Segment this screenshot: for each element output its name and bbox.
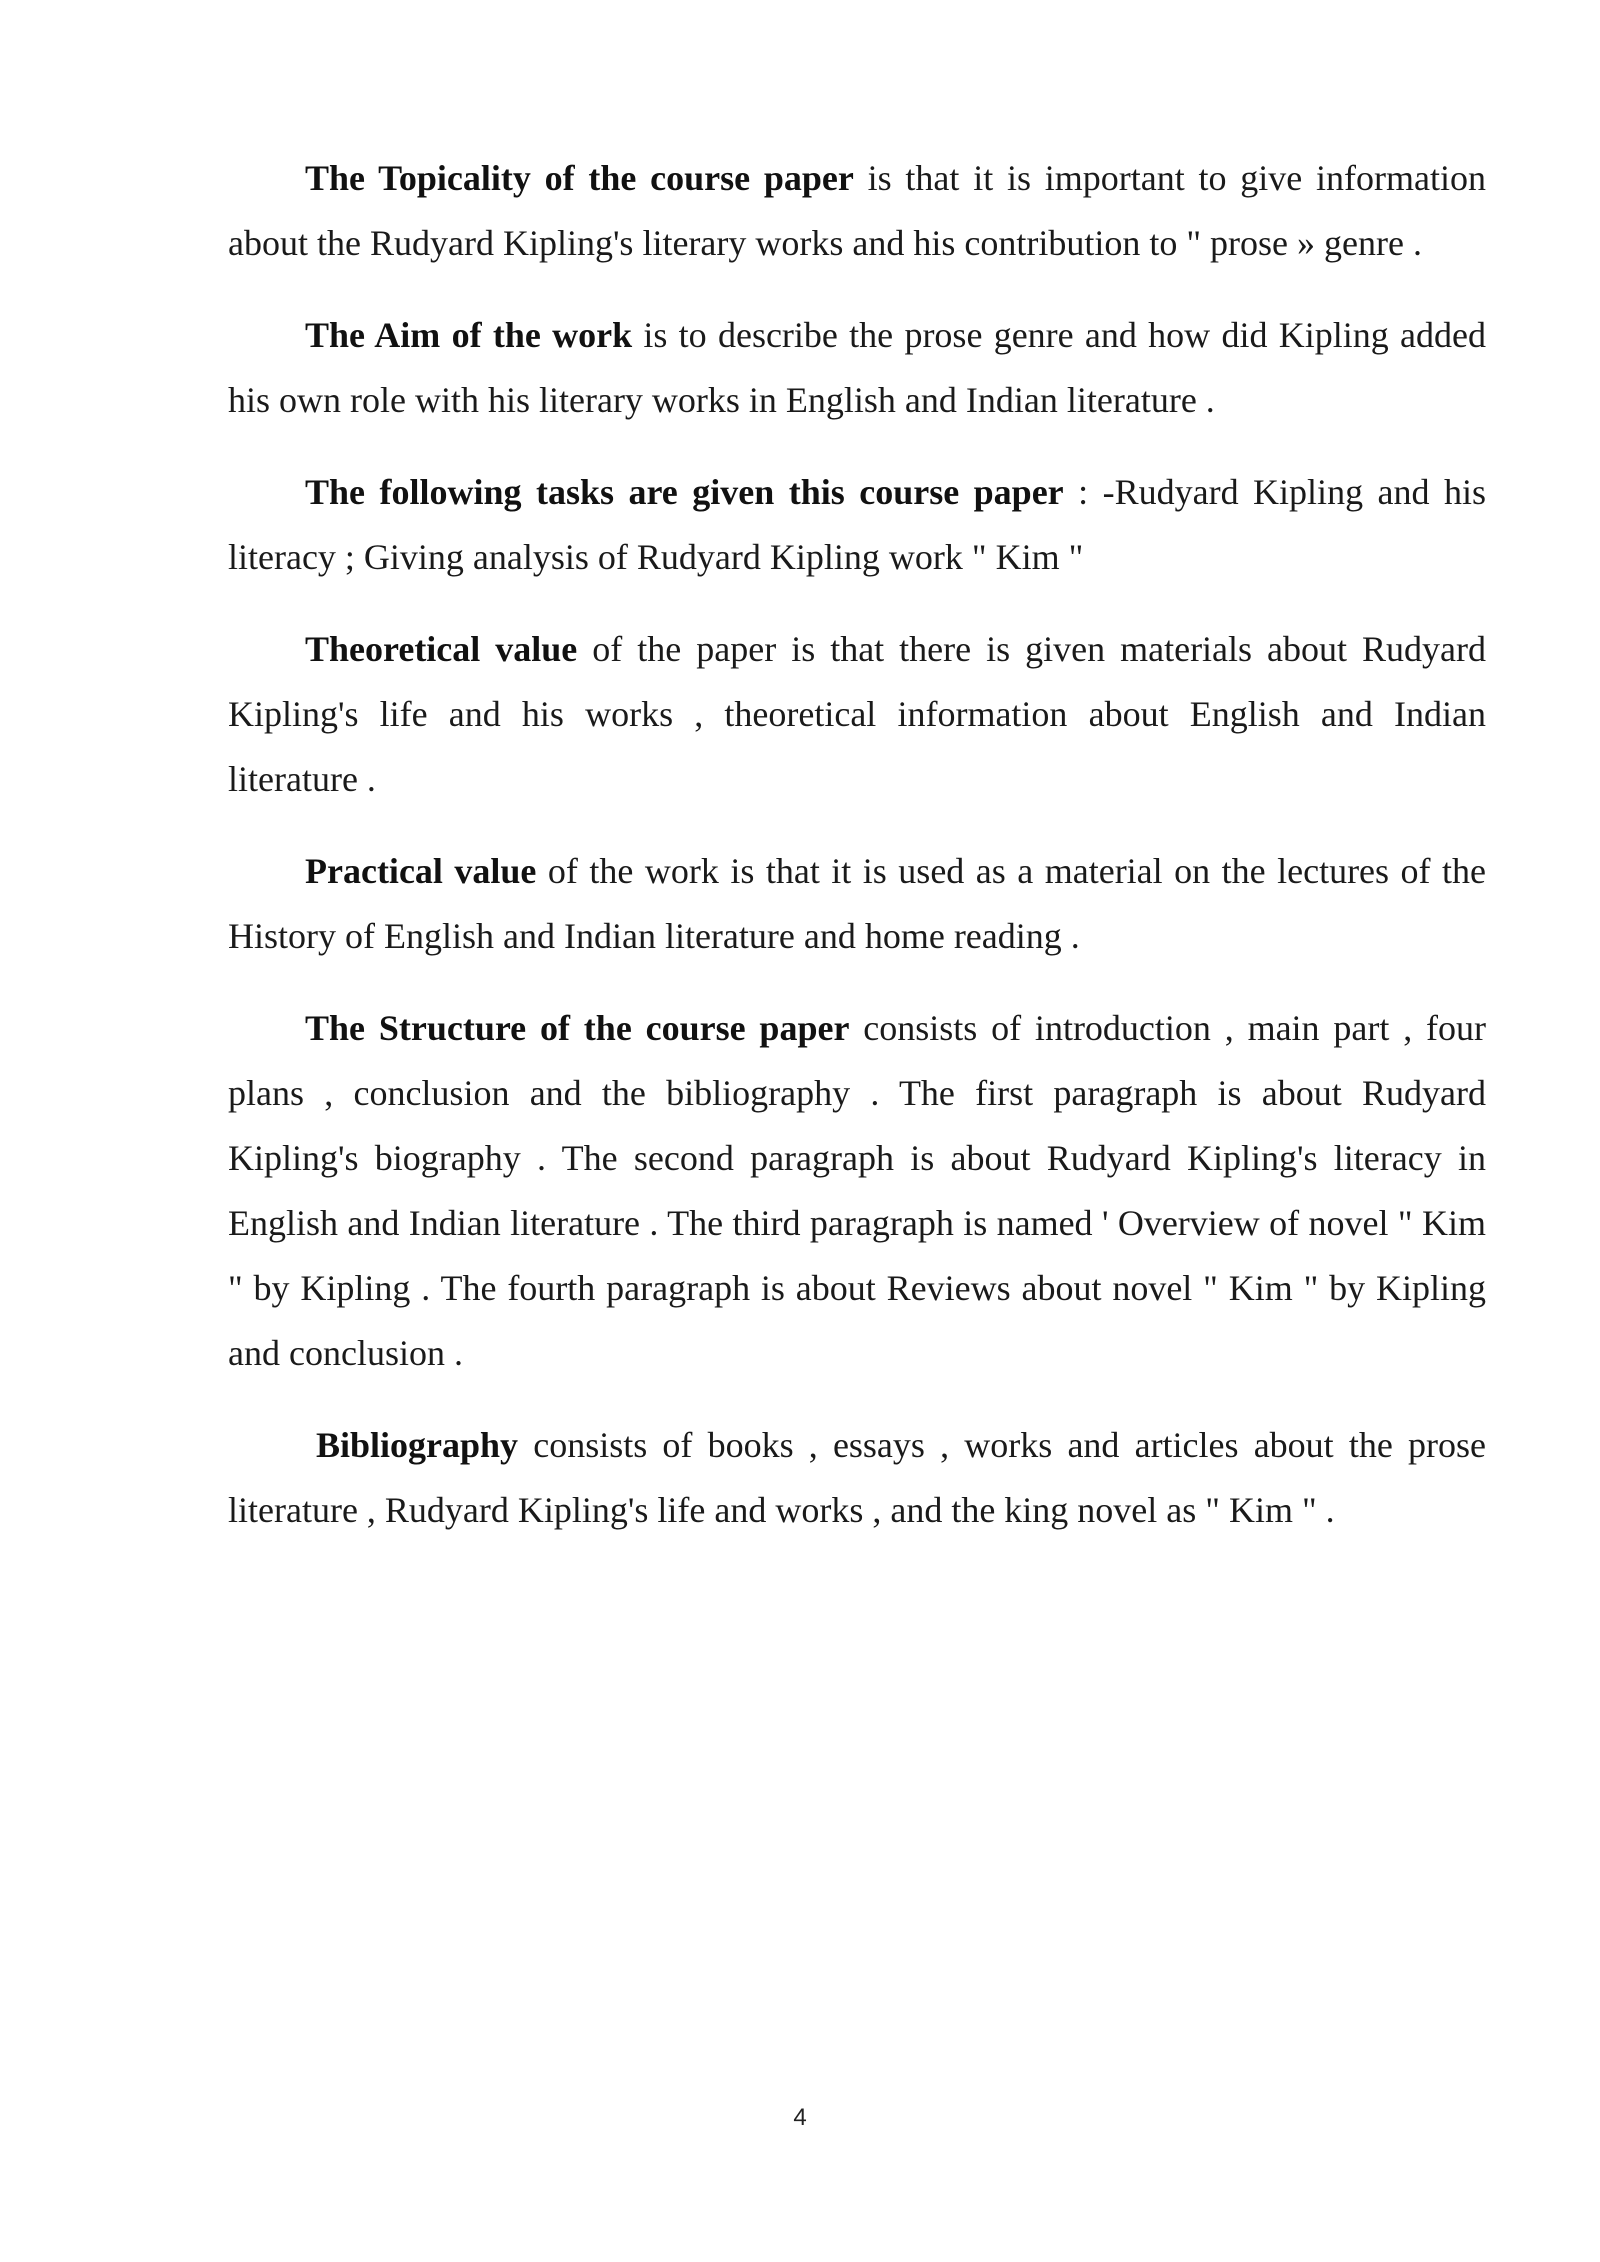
bibliography-paragraph xyxy=(228,1413,1486,1543)
paragraph-text: consists of books , essays , works and articles about the prose literature , Rudyard Kipling's life and works , and the king novel as " Kim " . xyxy=(228,1425,1486,1530)
paragraph-text: of the paper is that there is given materials about Rudyard Kipling's life and his works , theoretical information about English and Indian literature . xyxy=(228,629,1487,799)
page-number: 4 xyxy=(793,2104,807,2131)
practical-value-paragraph xyxy=(228,839,1486,969)
paragraph-heading: The Structure of the course paper xyxy=(305,1008,850,1048)
tasks-paragraph xyxy=(228,460,1486,590)
paragraph-heading: The Topicality of the course paper xyxy=(305,158,854,198)
paragraph-heading: Theoretical value xyxy=(305,629,578,669)
paragraph-heading: The following tasks are given this course paper xyxy=(305,472,1064,512)
page-body xyxy=(228,146,1486,1570)
topicality-paragraph xyxy=(228,146,1486,276)
paragraph-text: : -Rudyard Kipling and his literacy ; Giving analysis of Rudyard Kipling work " Kim " xyxy=(228,472,1486,577)
paragraph-heading: Bibliography xyxy=(316,1425,519,1465)
structure-paragraph xyxy=(228,996,1486,1386)
aim-paragraph xyxy=(228,303,1486,433)
paragraph-heading: Practical value xyxy=(305,851,537,891)
paragraph-text: consists of introduction , main part , four plans , conclusion and the bibliography . The first paragraph is about Rudyard Kipling's biography . The second paragraph is about Rudyard Kipling's literacy in English and Indian literature . The third paragraph is named ' Overview of novel " Kim " by Kipling . The fourth paragraph is about Reviews about novel " Kim " by Kipling and conclusion . xyxy=(228,1008,1487,1373)
theoretical-value-paragraph xyxy=(228,617,1486,812)
paragraph-text: is that it is important to give information about the Rudyard Kipling's literary works and his contribution to " prose » genre . xyxy=(228,158,1486,263)
paragraph-heading: The Aim of the work xyxy=(305,315,633,355)
paragraph-text: is to describe the prose genre and how did Kipling added his own role with his literary works in English and Indian literature . xyxy=(228,315,1486,420)
paragraph-text: of the work is that it is used as a material on the lectures of the History of English and Indian literature and home reading . xyxy=(228,851,1486,956)
